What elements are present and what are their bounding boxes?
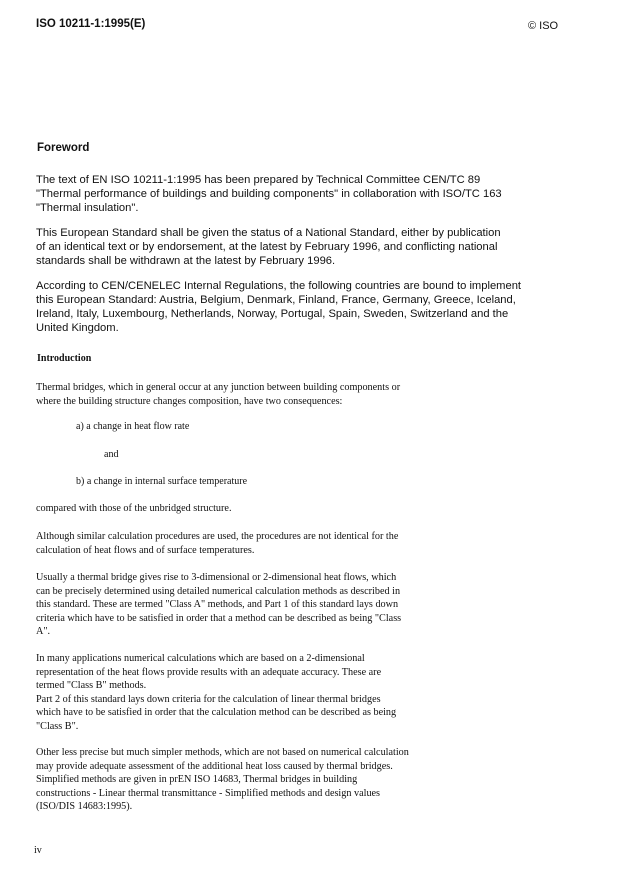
text-line: this European Standard: Austria, Belgium, Denmark, Finland, France, Germany, Greece, Iceland, (36, 294, 516, 306)
foreword-heading: Foreword (37, 142, 90, 154)
text-line: A". (36, 626, 51, 637)
intro-paragraph-2: compared with those of the unbridged structure. (36, 503, 232, 514)
foreword-paragraph-2 (36, 226, 548, 268)
text-line: calculation of heat flows and of surface temperatures. (36, 544, 255, 556)
text-line: may provide adequate assessment of the additional heat loss caused by thermal bridges. (36, 760, 393, 772)
page-number: iv (34, 845, 42, 856)
text-line: This European Standard shall be given the status of a National Standard, either by publication (36, 227, 501, 239)
text-line: Thermal bridges, which in general occur at any junction between building components or (36, 382, 401, 393)
copyright-mark: © ISO (528, 20, 559, 32)
text-line: can be precisely determined using detailed numerical calculation methods as described in (36, 585, 401, 597)
foreword-paragraph-3 (36, 279, 548, 335)
list-connector-and: and (104, 449, 119, 460)
text-line: According to CEN/CENELEC Internal Regulations, the following countries are bound to implement (36, 280, 522, 292)
text-line: representation of the heat flows provide results with an adequate accuracy. These are (36, 666, 382, 678)
text-line: "Thermal insulation". (36, 202, 139, 214)
document-id: ISO 10211-1:1995(E) (36, 18, 146, 30)
text-line: standards shall be withdrawn at the latest by February 1996. (36, 255, 336, 267)
text-line: Part 2 of this standard lays down criteria for the calculation of linear thermal bridges (36, 693, 381, 705)
intro-paragraph-3 (36, 530, 484, 557)
text-line: termed "Class B" methods. (36, 680, 147, 691)
intro-paragraph-4 (36, 571, 484, 639)
text-line: The text of EN ISO 10211-1:1995 has been prepared by Technical Committee CEN/TC 89 (36, 174, 481, 186)
text-line: (ISO/DIS 14683:1995). (36, 801, 133, 812)
text-line: criteria which have to be satisfied in order that a method can be described as being "Class (36, 612, 402, 624)
intro-paragraph-5 (36, 652, 484, 733)
intro-paragraph-6 (36, 746, 484, 814)
list-item-b: b) a change in internal surface temperature (76, 476, 248, 487)
text-line: Other less precise but much simpler methods, which are not based on numerical calculation (36, 747, 409, 758)
introduction-heading: Introduction (37, 353, 92, 364)
text-line: In many applications numerical calculations which are based on a 2-dimensional (36, 653, 365, 664)
list-item-a: a) a change in heat flow rate (76, 421, 190, 432)
foreword-paragraph-1 (36, 173, 548, 215)
text-line: which have to be satisfied in order that the calculation method can be described as being (36, 707, 397, 718)
text-line: this standard. These are termed "Class A" methods, and Part 1 of this standard lays down (36, 599, 399, 610)
intro-paragraph-1 (36, 381, 484, 408)
text-line: Simplified methods are given in prEN ISO 14683, Thermal bridges in building (36, 774, 358, 785)
text-line: Usually a thermal bridge gives rise to 3-dimensional or 2-dimensional heat flows, which (36, 572, 397, 583)
text-line: "Thermal performance of buildings and building components" in collaboration with ISO/TC 163 (36, 188, 502, 200)
text-line: Ireland, Italy, Luxembourg, Netherlands, Norway, Portugal, Spain, Sweden, Switzerland and the (36, 308, 509, 320)
text-line: United Kingdom. (36, 322, 119, 334)
text-line: constructions - Linear thermal transmittance - Simplified methods and design values (36, 787, 381, 799)
text-line: "Class B". (36, 720, 79, 732)
text-line: of an identical text or by endorsement, at the latest by February 1996, and conflicting national (36, 241, 498, 253)
text-line: where the building structure changes composition, have two consequences: (36, 395, 343, 407)
text-line: Although similar calculation procedures are used, the procedures are not identical for the (36, 531, 399, 542)
